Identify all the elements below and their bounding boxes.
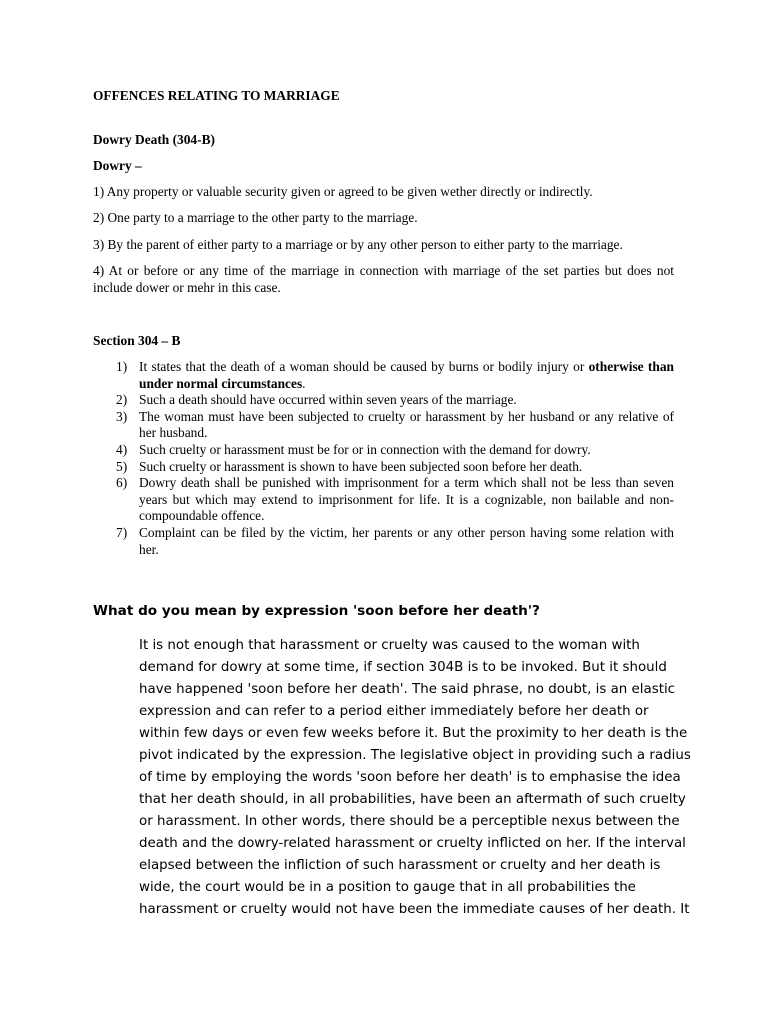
section-item-text: Such cruelty or harassment must be for or in connection with the demand for dowry. (139, 441, 591, 457)
answer-line: wide, the court would be in a position to gauge that in all probabilities the (139, 880, 636, 895)
answer-line: pivot indicated by the expression. The legislative object in providing such a radius (139, 748, 691, 763)
answer-line: death and the dowry-related harassment or cruelty inflicted on her. If the interval (139, 836, 686, 851)
section-item-6 (116, 475, 674, 525)
section-item-text-bold: otherwise than under normal circumstances (139, 359, 674, 391)
answer-line: of time by employing the words 'soon before her death' is to emphasise the idea (139, 770, 681, 785)
section-item-number: 3) (116, 408, 128, 424)
section-item-4 (116, 442, 674, 459)
section-item-number: 7) (116, 524, 128, 540)
section-item-1 (116, 359, 674, 392)
section-item-text: Such a death should have occurred within seven years of the marriage. (139, 392, 517, 408)
answer-line: It is not enough that harassment or cruelty was caused to the woman with (139, 638, 640, 653)
dowry-heading: Dowry – (93, 158, 142, 173)
answer-line: demand for dowry at some time, if section 304B is to be invoked. But it should (139, 660, 667, 675)
section-item-number: 5) (116, 458, 128, 474)
dowry-point-1: 1) Any property or valuable security given or agreed to be given wether directly or indirectly. (93, 184, 593, 199)
section-item-text (139, 359, 674, 392)
section-item-text: The woman must have been subjected to cruelty or harassment by her husband or any relative of her husband. (139, 408, 674, 441)
answer-paragraph (139, 635, 691, 921)
section-item-text: Complaint can be filed by the victim, her parents or any other person having some relation with her. (139, 524, 674, 557)
section-item-2 (116, 392, 674, 409)
answer-line: expression and can refer to a period either immediately before her death or (139, 704, 649, 719)
dowry-death-heading: Dowry Death (304-B) (93, 132, 215, 147)
section-item-text-after: . (302, 375, 306, 391)
section-item-number: 2) (116, 392, 128, 408)
section-item-number: 6) (116, 475, 128, 491)
section-item-text: Dowry death shall be punished with imprisonment for a term which shall not be less than seven years but which may extend to imprisonment for life. It is a cognizable, non bailable and non-compoundable offence. (139, 475, 674, 524)
section-item-5 (116, 459, 674, 476)
section-heading: Section 304 – B (93, 333, 181, 348)
answer-line: have happened 'soon before her death'. The said phrase, no doubt, is an elastic (139, 682, 676, 697)
dowry-point-4: 4) At or before or any time of the marriage in connection with marriage of the set parties but does not include dower or mehr in this case. (93, 263, 674, 295)
answer-line: that her death should, in all probabilities, have been an aftermath of such cruelty (139, 792, 686, 807)
section-item-text-before: It states that the death of a woman should be caused by burns or bodily injury or (139, 359, 589, 374)
section-item-3 (116, 409, 674, 442)
section-item-7 (116, 525, 674, 558)
document-title: OFFENCES RELATING TO MARRIAGE (93, 88, 340, 103)
section-304b-list (116, 359, 674, 558)
section-item-number: 1) (116, 359, 128, 374)
dowry-point-3: 3) By the parent of either party to a marriage or by any other person to either party to the marriage. (93, 237, 623, 252)
answer-line: harassment or cruelty would not have been the immediate causes of her death. It (139, 902, 690, 917)
section-item-text: Such cruelty or harassment is shown to have been subjected soon before her death. (139, 458, 583, 474)
answer-line: within few days or even few weeks before it. But the proximity to her death is the (139, 726, 688, 741)
question-heading: What do you mean by expression 'soon before her death'? (93, 603, 540, 619)
answer-line: elapsed between the infliction of such harassment or cruelty and her death is (139, 858, 661, 873)
dowry-point-2: 2) One party to a marriage to the other party to the marriage. (93, 210, 418, 225)
section-item-number: 4) (116, 441, 128, 457)
answer-line: or harassment. In other words, there should be a perceptible nexus between the (139, 814, 680, 829)
